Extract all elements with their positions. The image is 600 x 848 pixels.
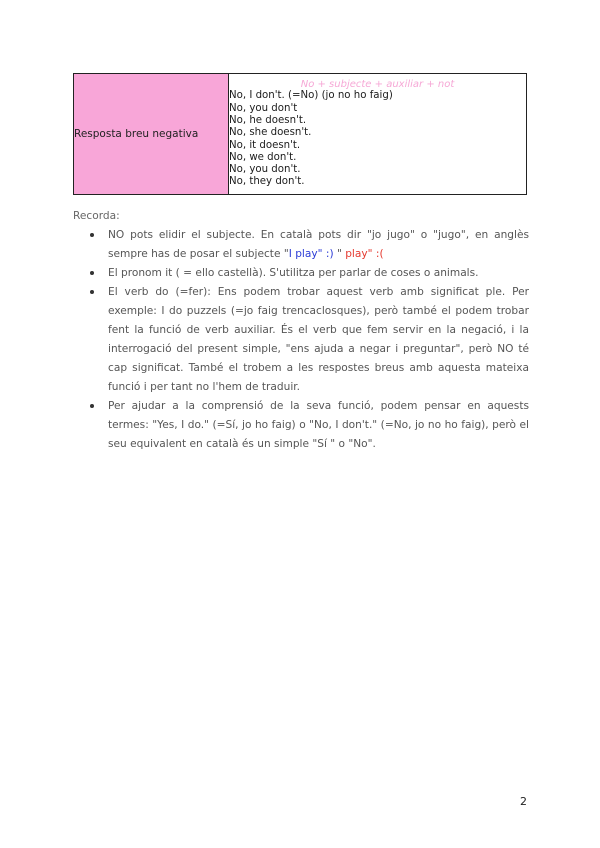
- example-line: No, you don't.: [229, 164, 301, 176]
- grammar-table: [73, 73, 527, 195]
- row-label: Resposta breu negativa: [74, 128, 199, 140]
- recorda-heading: Recorda:: [73, 210, 120, 222]
- example-line: No, it doesn't.: [229, 139, 301, 151]
- note-text: NO pots elidir el subjecte. En català pots dir "jo jugo" o "jugo", en anglès sempre has de posar el subjecte ": [108, 229, 529, 260]
- row-label-cell: [74, 74, 229, 195]
- bullet-icon: [90, 290, 94, 294]
- list-item: [73, 264, 529, 283]
- ok-example: I play" :): [288, 248, 334, 260]
- note-text: El pronom it ( = ello castellà). S'utilitza per parlar de coses o animals.: [108, 267, 479, 279]
- table-row: [74, 74, 527, 195]
- example-line: No, she doesn't.: [229, 127, 312, 139]
- notes-list: [73, 226, 529, 454]
- example-line: No, they don't.: [229, 176, 305, 188]
- bad-example: play" :(: [341, 248, 384, 260]
- example-line: No, he doesn't.: [229, 114, 307, 126]
- bullet-icon: [90, 404, 94, 408]
- list-item: [73, 397, 529, 454]
- example-line: No, I don't. (=No) (jo no ho faig): [229, 90, 393, 102]
- example-line: No, we don't.: [229, 151, 297, 163]
- page-number: 2: [520, 795, 527, 808]
- note-text: Per ajudar a la comprensió de la seva funció, podem pensar en aquests termes: "Yes, I do." (=Sí, jo ho faig) o "No, I don't." (=No, jo no ho faig), però el seu equivalent en català és un simple "Sí " o "No".: [108, 400, 529, 450]
- formula-text: No + subjecte + auxiliar + not: [300, 79, 455, 91]
- note-text: El verb do (=fer): Ens podem trobar aquest verb amb significat ple. Per exemple: I do puzzels (=jo faig trencaclosques), però també el podem trobar fent la funció de verb auxiliar. És el verb que fem servir en la negació, i la interrogació del present simple, "ens ajuda a negar i preguntar", però NO té cap significat. També el trobem a les respostes breus amb aquesta mateixa funció i per tant no l'hem de traduir.: [108, 286, 529, 393]
- bullet-icon: [90, 271, 94, 275]
- examples-cell: [229, 74, 527, 195]
- note-separator: ": [333, 248, 342, 260]
- example-line: No, you don't: [229, 102, 298, 114]
- list-item: [73, 283, 529, 397]
- bullet-icon: [90, 233, 94, 237]
- list-item: [73, 226, 529, 264]
